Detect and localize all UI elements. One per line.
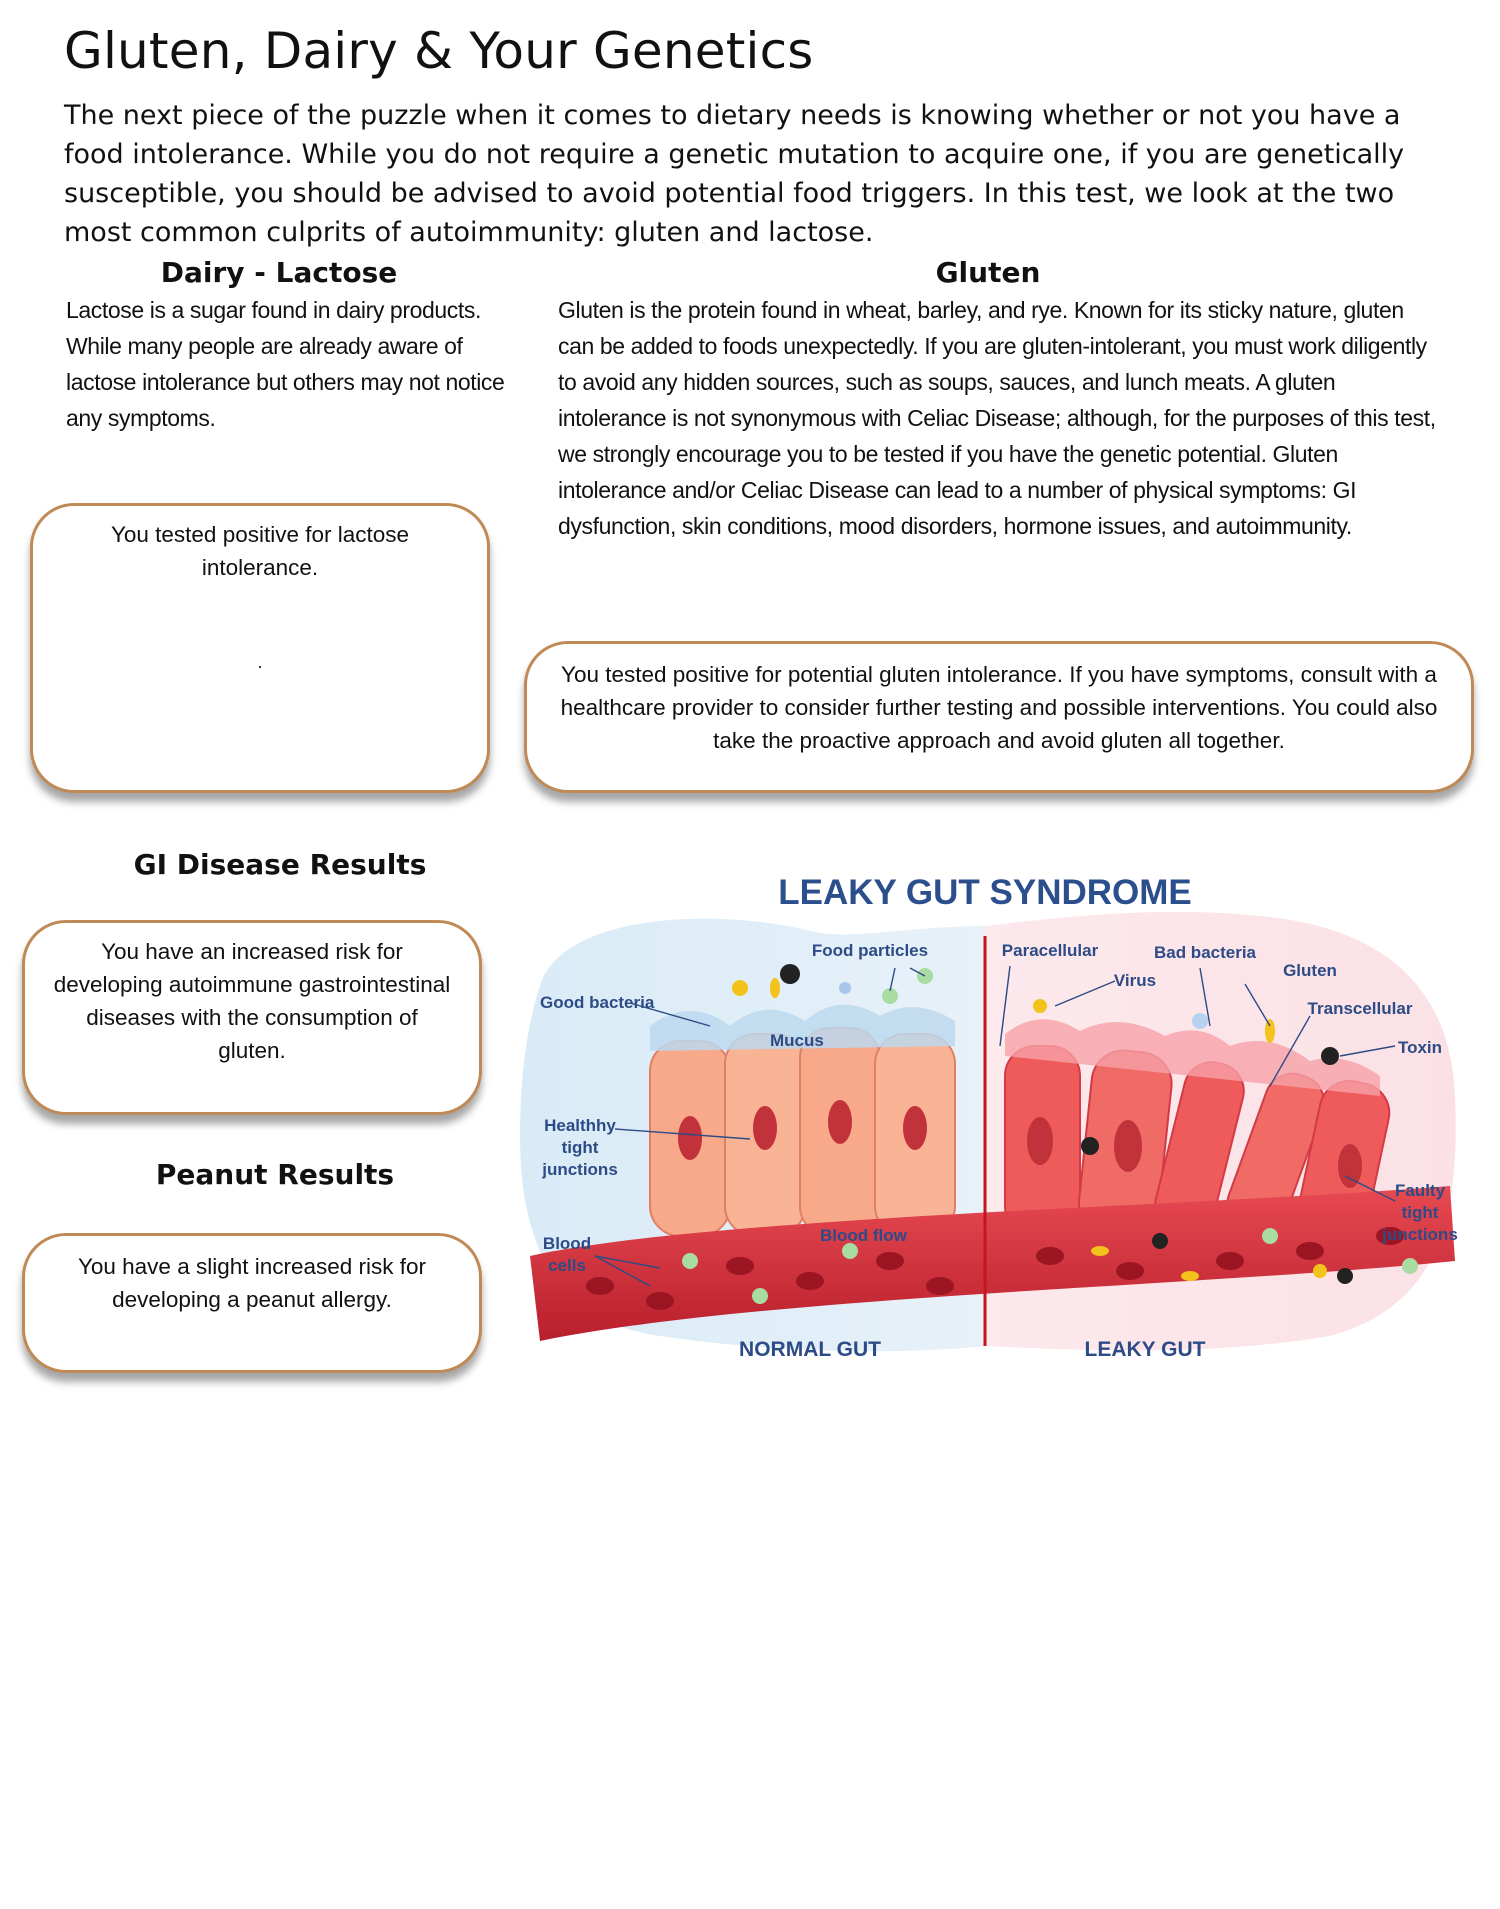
label-mucus: Mucus <box>770 1031 824 1050</box>
figure-title: LEAKY GUT SYNDROME <box>778 873 1192 912</box>
peanut-result-text: You have a slight increased risk for developing a peanut allergy. <box>77 1254 427 1312</box>
gi-result-text: You have an increased risk for developing autoimmune gastrointestinal diseases with the consumption of gluten. <box>53 939 451 1063</box>
label-virus: Virus <box>1113 971 1157 990</box>
peanut-heading: Peanut Results <box>155 1158 395 1191</box>
gluten-result-box <box>524 641 1474 793</box>
label-healthy-tight-junctions-1: Healthhy <box>544 1116 616 1135</box>
label-healthy-tight-junctions-3: junctions <box>542 1160 618 1179</box>
label-healthy-tight-junctions-2: tight <box>561 1138 599 1157</box>
label-transcellular: Transcellular <box>1307 999 1413 1018</box>
label-gluten: Gluten <box>1283 961 1337 980</box>
lactose-result-text: You tested positive for lactose intolerance. <box>110 522 410 580</box>
label-toxin: Toxin <box>1397 1038 1443 1057</box>
page-title: Gluten, Dairy & Your Genetics <box>64 22 814 80</box>
dairy-description: Lactose is a sugar found in dairy products. While many people are already aware of lactose intolerance but others may not notice any symptoms. <box>66 297 505 431</box>
intro-paragraph: The next piece of the puzzle when it comes to dietary needs is knowing whether or not you have a food intolerance. While you do not require a genetic mutation to acquire one, if you are genetically susceptible, you should be advised to avoid potential food triggers. In this test, we look at the two most common culprits of autoimmunity: gluten and lactose. <box>64 100 1405 248</box>
gi-result-box <box>22 920 482 1115</box>
label-faulty-tight-junctions-1: Faulty <box>1394 1181 1446 1200</box>
leaky-gut-illustration <box>510 856 1470 1366</box>
gluten-heading: Gluten <box>935 256 1041 289</box>
gi-heading: GI Disease Results <box>133 848 427 881</box>
dairy-heading: Dairy - Lactose <box>160 256 398 289</box>
label-bad-bacteria: Bad bacteria <box>1153 943 1257 962</box>
label-blood-cells-1: Blood <box>542 1234 592 1253</box>
label-paracellular: Paracellular <box>1001 941 1099 960</box>
label-blood-flow: Blood flow <box>820 1226 907 1245</box>
lactose-result-note: . <box>257 652 263 672</box>
gluten-result-text: You tested positive for potential gluten intolerance. If you have symptoms, consult with a healthcare provider to consider further testing and possible interventions. You could also take the proactive approach and avoid gluten all together. <box>560 662 1438 753</box>
label-food-particles: Food particles <box>811 941 929 960</box>
label-good-bacteria: Good bacteria <box>540 993 655 1012</box>
lactose-result-box <box>30 503 490 793</box>
label-leaky-gut: LEAKY GUT <box>1084 1338 1206 1361</box>
label-normal-gut: NORMAL GUT <box>739 1338 881 1361</box>
gluten-description: Gluten is the protein found in wheat, barley, and rye. Known for its sticky nature, gluten can be added to foods unexpectedly. If you are gluten-intolerant, you must work diligently to avoid any hidden sources, such as soups, sauces, and lunch meats. A gluten intolerance is not synonymous with Celiac Disease; although, for the purposes of this test, we strongly encourage you to be tested if you have the genetic potential. Gluten intolerance and/or Celiac Disease can lead to a number of physical symptoms: GI dysfunction, skin conditions, mood disorders, hormone issues, and autoimmunity. <box>558 297 1436 539</box>
peanut-result-box <box>22 1233 482 1373</box>
label-faulty-tight-junctions-3: junctions <box>1382 1225 1458 1244</box>
label-faulty-tight-junctions-2: tight <box>1401 1203 1439 1222</box>
label-blood-cells-2: cells <box>548 1256 586 1275</box>
